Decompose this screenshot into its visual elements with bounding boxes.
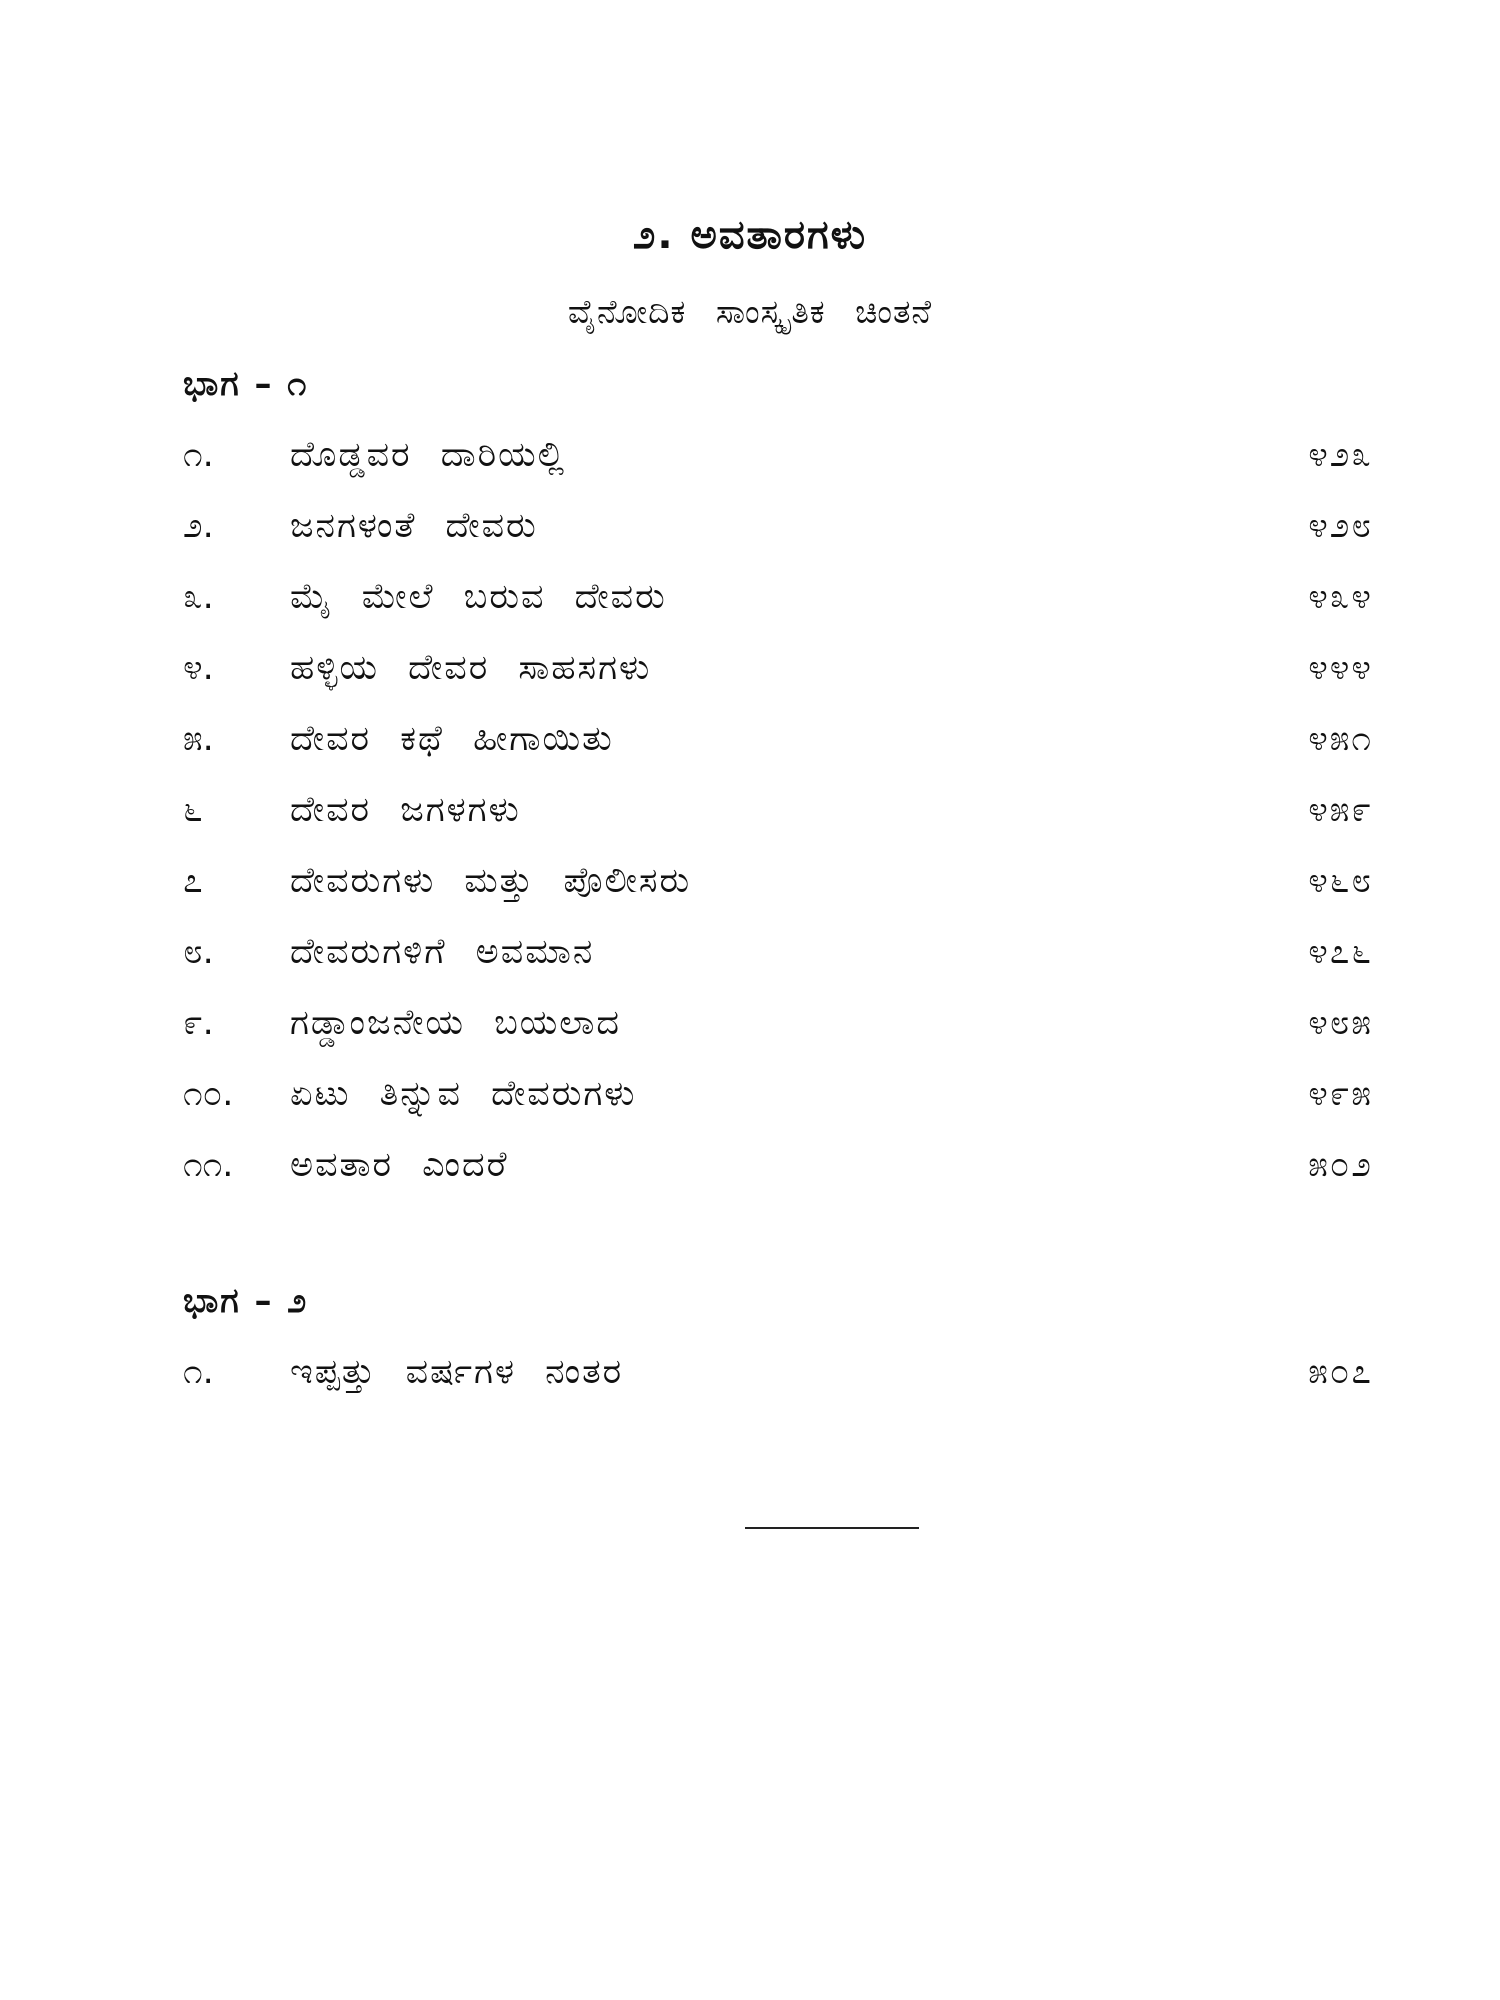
part-2-contents-list [183,1347,1373,1418]
toc-entry [183,643,1373,714]
toc-entry-page: ೪೮೫ [1308,1003,1373,1043]
toc-entry-title: ಗಡ್ಡಾಂಜನೇಯ ಬಯಲಾದ [290,1003,621,1043]
toc-entry [183,856,1373,927]
chapter-subtitle: ವೈನೋದಿಕ ಸಾಂಸ್ಕೃತಿಕ ಚಿಂತನೆ [567,292,933,331]
toc-entry-title: ಹಳ್ಳಿಯ ದೇವರ ಸಾಹಸಗಳು [290,648,652,688]
toc-entry-title: ಮೈ ಮೇಲೆ ಬರುವ ದೇವರು [290,577,667,617]
toc-entry [183,927,1373,998]
toc-entry [183,430,1373,501]
toc-entry-title: ಅವತಾರ ಎಂದರೆ [290,1145,509,1185]
part-2-heading: ಭಾಗ – ೨ [183,1281,309,1321]
toc-entry-number: ೧೧. [183,1145,234,1185]
toc-entry-number: ೨. [183,506,214,546]
toc-entry [183,785,1373,856]
toc-entry-number: ೪. [183,648,214,688]
toc-entry [183,501,1373,572]
toc-entry-title: ದೊಡ್ಡವರ ದಾರಿಯಲ್ಲಿ [290,435,567,475]
toc-entry [183,1069,1373,1140]
toc-entry-title: ದೇವರುಗಳು ಮತ್ತು ಪೊಲೀಸರು [290,861,692,901]
toc-entry-page: ೪೯೫ [1308,1074,1373,1114]
toc-entry-title: ದೇವರುಗಳಿಗೆ ಅವಮಾನ [290,932,595,972]
chapter-title: ೨. ಅವತಾರಗಳು [632,212,868,258]
toc-entry [183,1347,1373,1418]
toc-entry-page: ೪೨೩ [1308,435,1373,475]
toc-entry-number: ೯. [183,1003,214,1043]
toc-entry [183,1140,1373,1211]
toc-entry-page: ೪೬೮ [1308,861,1373,901]
toc-entry-title: ಜನಗಳಂತೆ ದೇವರು [290,506,538,546]
toc-entry-number: ೭ [183,861,203,901]
toc-entry-number: ೧೦. [183,1074,234,1114]
toc-entry-page: ೪೨೮ [1308,506,1373,546]
toc-entry [183,714,1373,785]
toc-entry-page: ೪೪೪ [1308,648,1373,688]
toc-entry-title: ಏಟು ತಿನ್ನುವ ದೇವರುಗಳು [290,1074,637,1114]
toc-entry-number: ೫. [183,719,214,759]
toc-entry-page: ೪೫೧ [1308,719,1373,759]
toc-entry-title: ದೇವರ ಜಗಳಗಳು [290,790,521,830]
toc-entry-page: ೫೦೨ [1308,1145,1373,1185]
end-divider-rule [745,1527,919,1529]
toc-entry-number: ೮. [183,932,214,972]
toc-entry [183,572,1373,643]
part-1-heading: ಭಾಗ – ೧ [183,364,309,404]
toc-entry [183,998,1373,1069]
toc-entry-page: ೫೦೭ [1308,1352,1373,1392]
toc-entry-title: ದೇವರ ಕಥೆ ಹೀಗಾಯಿತು [290,719,614,759]
toc-entry-page: ೪೩೪ [1308,577,1373,617]
toc-entry-number: ೩. [183,577,214,617]
toc-entry-number: ೬ [183,790,203,830]
toc-entry-page: ೪೭೬ [1308,932,1373,972]
toc-entry-page: ೪೫೯ [1308,790,1373,830]
toc-entry-number: ೧. [183,435,214,475]
part-1-contents-list [183,430,1373,1211]
toc-entry-number: ೧. [183,1352,214,1392]
toc-entry-title: ಇಪ್ಪತ್ತು ವರ್ಷಗಳ ನಂತರ [290,1352,624,1392]
